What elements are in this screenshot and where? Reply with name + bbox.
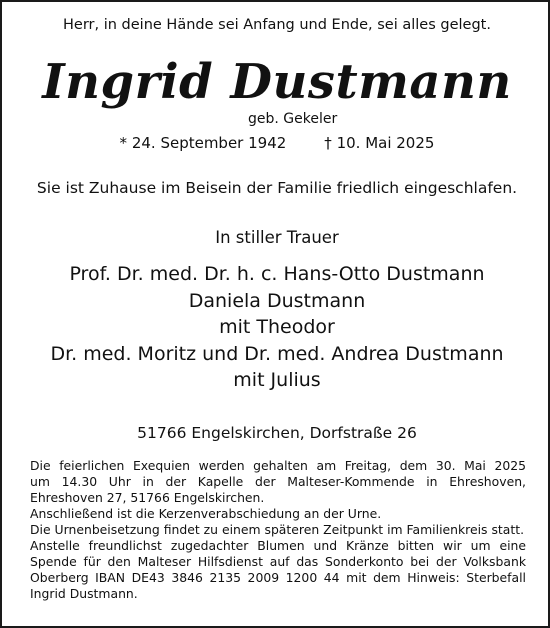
deceased-name: Ingrid Dustmann (42, 54, 512, 110)
urn-burial-paragraph: Die Urnenbeisetzung findet zu einem späteren Zeitpunkt im Familienkreis statt. (30, 522, 525, 537)
text-row: Die feierlichen Exequien werden gehalten am Freitag, dem 30. Mai 2025 (30, 458, 526, 473)
text-row: Spende für den Malteser Hilfsdienst auf das Sonderkonto bei der Volksbank (30, 554, 526, 569)
mourner-line: Prof. Dr. med. Dr. h. c. Hans-Otto Dustmann (69, 263, 485, 285)
text-row: Anstelle freundlichst zugedachter Blumen und Kränze bitten wir um eine (30, 538, 526, 553)
mourner-line: Daniela Dustmann (188, 289, 366, 312)
exequien-paragraph (30, 458, 526, 506)
maiden-name: geb. Gekeler (248, 111, 338, 127)
service-details (30, 458, 526, 602)
donation-paragraph (30, 538, 526, 602)
text-row: Ingrid Dustmann. (30, 586, 138, 601)
death-date: † 10. Mai 2025 (324, 134, 435, 152)
mourner-line: mit Julius (233, 369, 321, 391)
passing-sentence: Sie ist Zuhause im Beisein der Familie friedlich eingeschlafen. (36, 179, 518, 197)
mourning-phrase: In stiller Trauer (215, 228, 339, 247)
mourner-line: Dr. med. Moritz und Dr. med. Andrea Dustmann (50, 342, 504, 365)
farewell-paragraph: Anschließend ist die Kerzenverabschiedung an der Urne. (30, 506, 382, 521)
mourner-line: mit Theodor (219, 316, 335, 338)
birth-date: * 24. September 1942 (119, 134, 287, 152)
text-row: Oberberg IBAN DE43 3846 2135 2009 1200 44 mit dem Hinweis: Sterbefall (30, 570, 526, 585)
text-row: um 14.30 Uhr in der Kapelle der Malteser-Kommende in Ehreshoven, (30, 474, 526, 489)
text-row: Ehreshoven 27, 51766 Engelskirchen. (30, 490, 265, 505)
motto-verse: Herr, in deine Hände sei Anfang und Ende, sei alles gelegt. (63, 17, 491, 33)
life-dates (2, 133, 550, 153)
mourners-list (2, 261, 550, 394)
family-address: 51766 Engelskirchen, Dorfstraße 26 (137, 424, 417, 442)
